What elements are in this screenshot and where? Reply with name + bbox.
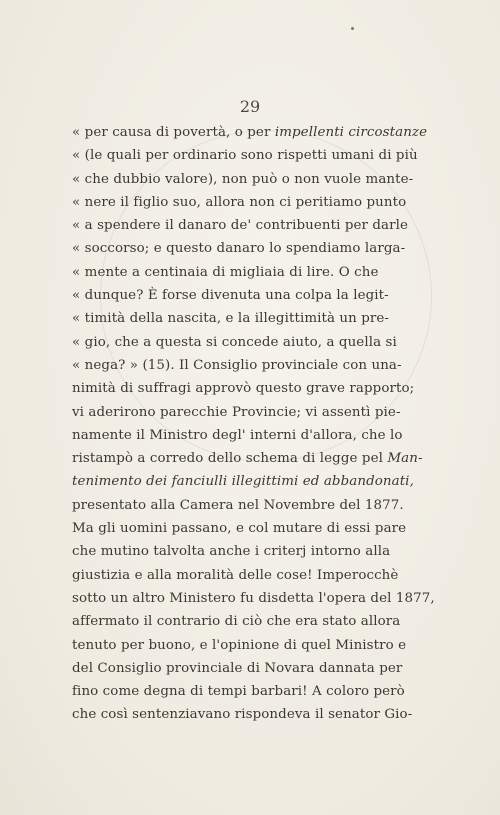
text-line — [72, 470, 414, 493]
text-segment: « mente a centinaia di migliaia di lire. O che — [72, 264, 379, 280]
italic-segment: tenimento dei fanciulli illegittimi ed abbandonati, — [72, 474, 414, 490]
text-line — [72, 214, 409, 237]
text-segment: « nere il figlio suo, allora non ci peritiamo punto — [72, 194, 407, 210]
text-segment: affermato il contrario di ciò che era stato allora — [72, 614, 401, 630]
text-line — [72, 284, 389, 307]
text-line — [72, 540, 391, 563]
text-segment: del Consiglio provinciale di Novara dannata per — [72, 660, 403, 676]
text-line — [72, 331, 397, 354]
page-number: 29 — [239, 97, 261, 116]
text-line — [72, 517, 407, 540]
text-line — [72, 680, 405, 703]
text-segment: « timità della nascita, e la illegittimità un pre- — [72, 311, 390, 327]
text-line — [72, 377, 415, 400]
text-line — [72, 447, 423, 470]
text-segment: namente il Ministro degl' interni d'allora, che lo — [72, 427, 403, 443]
text-line — [72, 657, 403, 680]
italic-segment: Man- — [387, 451, 423, 467]
text-line — [72, 494, 404, 517]
text-segment: « che dubbio valore), non può o non vuole mante- — [72, 171, 414, 187]
text-segment: che mutino talvolta anche i criterj intorno alla — [72, 544, 391, 560]
text-segment: giustizia e alla moralità delle cose! Imperocchè — [72, 567, 399, 583]
text-segment: sotto un altro Ministero fu disdetta l'opera del 1877, — [72, 590, 435, 606]
text-segment: tenuto per buono, e l'opinione di quel Ministro e — [72, 637, 407, 653]
text-line — [72, 401, 401, 424]
text-line — [72, 610, 401, 633]
text-line — [72, 191, 407, 214]
text-segment: Ma gli uomini passano, e col mutare di essi pare — [72, 521, 407, 537]
text-segment: « per causa di povertà, o per — [72, 125, 275, 140]
text-segment: « a spendere il danaro de' contribuenti per darle — [72, 218, 409, 234]
text-line — [72, 703, 413, 726]
text-line — [72, 121, 428, 144]
text-line — [72, 587, 435, 610]
text-segment: « gio, che a questa si concede aiuto, a quella si — [72, 334, 397, 350]
text-line — [72, 144, 418, 167]
text-segment: « dunque? È forse divenuta una colpa la legit- — [72, 288, 389, 304]
text-segment: « soccorso; e questo danaro lo spendiamo larga- — [72, 241, 406, 257]
text-line — [72, 634, 407, 657]
text-segment: fino come degna di tempi barbari! A coloro però — [72, 684, 405, 700]
text-segment: vi aderirono parecchie Provincie; vi assentì pie- — [72, 404, 401, 420]
text-segment: « (le quali per ordinario sono rispetti umani di più — [72, 148, 418, 164]
text-segment: che così sentenziavano rispondeva il senator Gio- — [72, 707, 413, 723]
text-line — [72, 424, 403, 447]
italic-segment: impellenti circostanze — [274, 125, 428, 140]
text-line — [72, 354, 402, 377]
text-line — [72, 237, 406, 260]
text-line — [72, 168, 414, 191]
text-segment: ristampò a corredo dello schema di legge pel — [72, 451, 388, 467]
ink-speck — [351, 27, 354, 30]
text-segment: presentato alla Camera nel Novembre del 1877. — [72, 497, 404, 513]
text-line — [72, 307, 390, 330]
body-text — [72, 121, 435, 727]
text-segment: « nega? » (15). Il Consiglio provinciale con una- — [72, 357, 402, 373]
text-segment: nimità di suffragi approvò questo grave rapporto; — [72, 381, 415, 397]
text-line — [72, 564, 399, 587]
text-line — [72, 261, 378, 284]
